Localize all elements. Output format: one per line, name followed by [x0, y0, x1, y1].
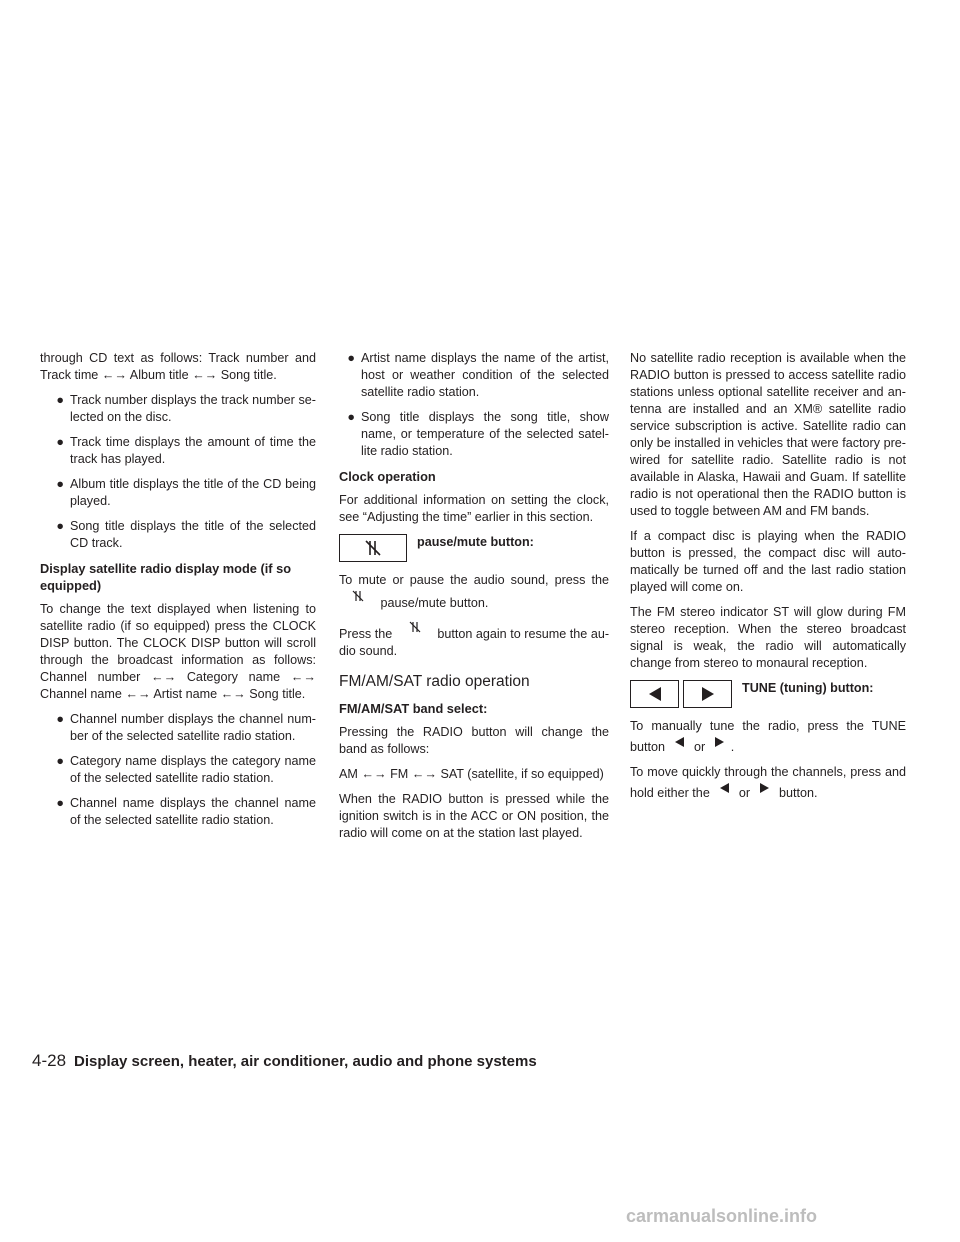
column-2 [339, 350, 609, 850]
tune-right-icon-box [683, 680, 732, 708]
paragraph-satellite-display: To change the text displayed when listening to satellite radio (if so equipped) press the CLOCK DISP button. The CLOCK DISP button will scroll through the broadcast information as follows: Channel number ←→ Category name ←→ Channel name ←→ Artist name ←→ Song title. [40, 602, 316, 701]
list-item: ● Song title displays the song title, show name, or temperature of the selected satel- lite radio station. [339, 409, 609, 460]
paragraph-cd-text: through CD text as follows: Track number and Track time ←→ Album title ←→ Song title. [40, 351, 316, 382]
paragraph-band-select: Pressing the RADIO button will change the band as follows: [339, 725, 609, 756]
list-item: ● Category name displays the category name of the selected satellite radio station. [40, 753, 316, 787]
pause-mute-icon [339, 589, 377, 608]
pause-mute-icon [364, 538, 382, 558]
band-sequence: AM ←→ FM ←→ SAT (satellite, if so equipped) [339, 767, 604, 781]
bullet-icon: ● [56, 796, 64, 810]
pause-mute-icon-box [339, 534, 407, 562]
list-item: ● Song title displays the title of the selected CD track. [40, 518, 316, 552]
bullet-icon: ● [56, 754, 64, 768]
list-item: ● Artist name displays the name of the artist, host or weather condition of the selected satellite radio station. [339, 350, 609, 401]
watermark: carmanualsonline.info [626, 1206, 818, 1226]
bullet-icon: ● [56, 519, 64, 533]
bullet-icon: ● [56, 477, 64, 491]
arrow-left-icon [713, 781, 735, 798]
list-item: ● Channel number displays the channel num- ber of the selected satellite radio station. [40, 711, 316, 745]
pause-mute-button-row [339, 534, 609, 562]
page-number: 4-28 [32, 1051, 67, 1070]
paragraph-compact-disc: If a compact disc is playing when the RADIO button is pressed, the compact disc will auto- matically be turned off and the last radio station played will come on. [630, 529, 906, 594]
tune-right-icon [700, 686, 716, 702]
list-item: ● Channel name displays the channel name of the selected satellite radio station. [40, 795, 316, 829]
bullet-icon: ● [56, 712, 64, 726]
page-footer [32, 1050, 537, 1072]
pause-mute-icon [396, 620, 434, 639]
list-item: ● Track time displays the amount of time the track has played. [40, 434, 316, 468]
tune-left-icon [647, 686, 663, 702]
heading-clock-operation: Clock operation [339, 469, 436, 484]
arrow-right-icon [709, 735, 731, 752]
heading-satellite-display: Display satellite radio display mode (if so equipped) [40, 561, 292, 593]
paragraph-fm-stereo: The FM stereo indicator ST will glow during FM stereo reception. When the stereo broadcast signal is weak, the radio will automatically change from stereo to monaural reception. [630, 605, 906, 670]
bullet-icon: ● [56, 393, 64, 407]
column-3 [630, 350, 906, 810]
bullet-icon: ● [347, 410, 355, 424]
paragraph-clock: For additional information on setting the clock, see “Adjusting the time” earlier in this section. [339, 493, 609, 524]
paragraph-seek: To move quickly through the channels, press and hold either the or button. [630, 765, 906, 800]
section-title-radio-operation: FM/AM/SAT radio operation [339, 673, 530, 690]
tune-buttons [630, 680, 736, 708]
bullet-icon: ● [347, 351, 355, 365]
heading-band-select: FM/AM/SAT band select: [339, 701, 488, 716]
tune-button-row [630, 680, 906, 708]
column-1 [40, 350, 316, 837]
paragraph-resume: Press the button again to resume the au- dio sound. [339, 620, 609, 660]
arrow-left-icon [669, 735, 691, 752]
bullet-icon: ● [56, 435, 64, 449]
tune-left-icon-box [630, 680, 679, 708]
list-item: ● Album title displays the title of the CD being played. [40, 476, 316, 510]
paragraph-radio-on: When the RADIO button is pressed while the ignition switch is in the ACC or ON position, the radio will come on at the station last played. [339, 792, 609, 840]
arrow-right-icon [754, 781, 776, 798]
paragraph-manual-tune: To manually tune the radio, press the TUNE button or . [630, 719, 906, 754]
pause-mute-label: pause/mute button: [417, 535, 534, 549]
tune-label: TUNE (tuning) button: [742, 681, 874, 695]
list-item: ● Track number displays the track number se- lected on the disc. [40, 392, 316, 426]
paragraph-satellite-reception: No satellite radio reception is available when the RADIO button is pressed to access satellite radio stations unless optional satellite receiver and an- tenna are installed and an XM® satellite radio service subscription is active. Satellite radio can only be installed in vehicles that were factory pre-wired for satellite radio. Satellite radio is not available in Alaska, Hawaii and Guam. If satellite radio is not operational then the RADIO button is used to toggle between AM and FM bands. [630, 351, 906, 518]
chapter-title: Display screen, heater, air conditioner, audio and phone systems [74, 1053, 537, 1070]
paragraph-mute: To mute or pause the audio sound, press the pause/mute button. [339, 573, 609, 610]
